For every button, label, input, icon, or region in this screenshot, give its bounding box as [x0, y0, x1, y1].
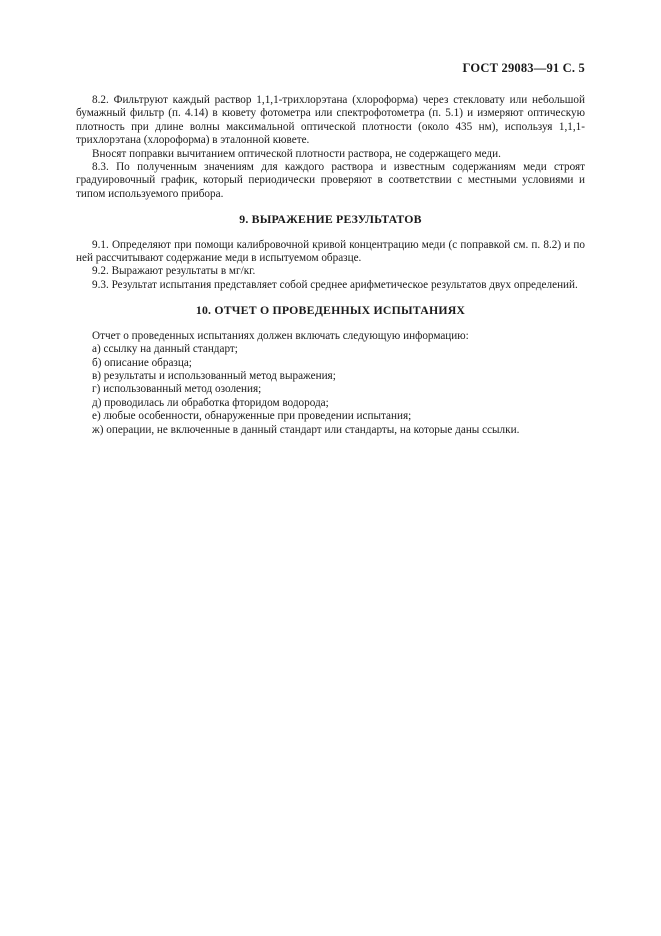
list-item-a: а) ссылку на данный стандарт; — [92, 343, 238, 356]
paragraph-8-2: 8.2. Фильтруют каждый раствор 1,1,1-трихлорэтана (хлороформа) через стекловату или небольшой бумажный фильтр (п. 4.14) в кювету фотометра или спектрофотометра (п. 5.1) и измеряют оптическую плотность при длине волны максимальной оптической плотности (около 435 нм), используя 1,1,1-трихлорэтана (хлороформа) в эталонной кювете. — [76, 94, 585, 147]
paragraph-8-3: 8.3. По полученным значениям для каждого раствора и известным содержаниям меди строят градуировочный график, который периодически проверяют в соответствии с местными условиями и типом используемого прибора. — [76, 161, 585, 200]
paragraph-9-3: 9.3. Результат испытания представляет собой среднее арифметическое результатов двух определений. — [92, 278, 578, 291]
list-item-b: б) описание образца; — [92, 356, 192, 369]
paragraph-correction: Вносят поправки вычитанием оптической плотности раствора, не содержащего меди. — [92, 147, 501, 160]
page-body — [76, 94, 585, 437]
section-9-heading: 9. ВЫРАЖЕНИЕ РЕЗУЛЬТАТОВ — [239, 212, 422, 227]
list-item-g: г) использованный метод озоления; — [92, 383, 262, 396]
list-item-v: в) результаты и использованный метод выражения; — [92, 369, 336, 382]
list-item-d: д) проводилась ли обработка фторидом водорода; — [92, 396, 329, 409]
list-item-e: е) любые особенности, обнаруженные при проведении испытания; — [92, 410, 412, 423]
paragraph-9-2: 9.2. Выражают результаты в мг/кг. — [92, 265, 256, 278]
paragraph-9-1: 9.1. Определяют при помощи калибровочной кривой концентрацию меди (с поправкой см. п. 8.2) и по ней рассчитывают содержание меди в испытуемом образце. — [76, 238, 585, 265]
paragraph-10-intro: Отчет о проведенных испытаниях должен включать следующую информацию: — [92, 329, 469, 342]
section-10-heading: 10. ОТЧЕТ О ПРОВЕДЕННЫХ ИСПЫТАНИЯХ — [195, 303, 466, 318]
running-header: ГОСТ 29083—91 С. 5 — [462, 61, 585, 75]
list-item-zh: ж) операции, не включенные в данный стандарт или стандарты, на которые даны ссылки. — [92, 423, 520, 436]
